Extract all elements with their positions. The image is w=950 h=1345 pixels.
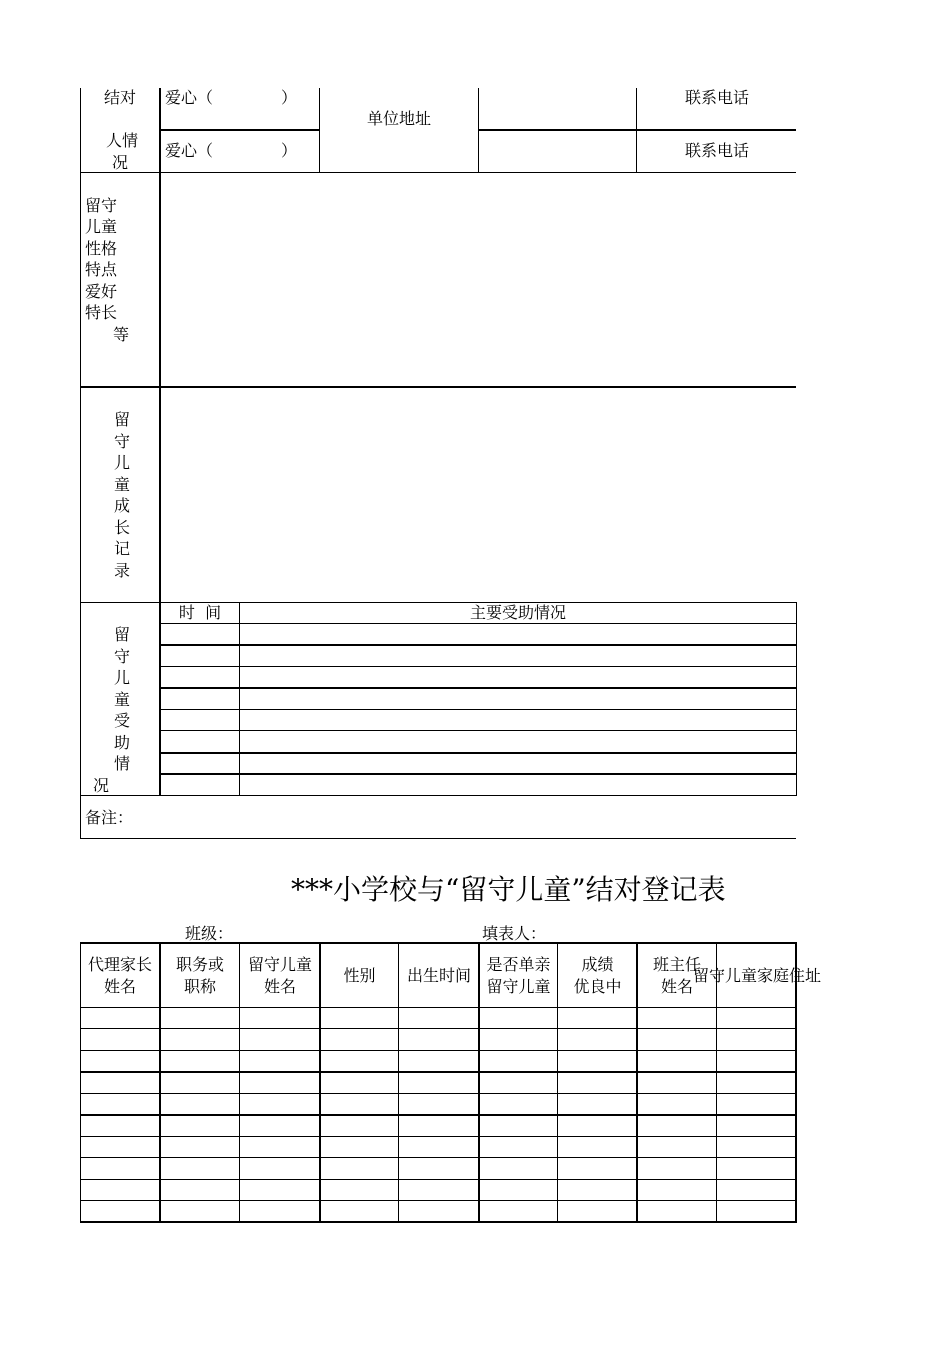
personality-content-area[interactable] (161, 174, 795, 385)
personality-line: 特点 (85, 260, 118, 279)
pair-label-line-3: 况 (111, 153, 128, 172)
registration-title: ***小学校与“留守儿童”结对登记表 (291, 873, 726, 906)
remarks-label: 备注： (85, 808, 134, 827)
personality-line: 留守 (85, 196, 118, 215)
aid-header-time: 时 间 (178, 603, 222, 622)
pair-label-line-1: 结对 (103, 88, 136, 107)
personality-line: 儿童 (85, 217, 118, 236)
growth-char: 儿 (114, 453, 131, 472)
growth-char: 记 (114, 539, 131, 558)
personality-line: 等 (113, 325, 130, 344)
growth-char: 录 (114, 561, 131, 580)
aid-char: 况 (93, 776, 110, 795)
pair-label-line-2: 人情 (105, 131, 138, 150)
header-home-address: 留守儿童家庭住址 (692, 966, 821, 985)
aid-char: 情 (114, 754, 131, 773)
header-birth-time: 出生时间 (406, 966, 471, 985)
unit-address-label: 单位地址 (366, 109, 431, 128)
header-position-title: 职务或 职称 (175, 955, 224, 996)
aid-char: 童 (114, 690, 131, 709)
aid-char: 受 (114, 711, 131, 730)
phone-label-1: 联系电话 (684, 88, 749, 107)
aid-header-main: 主要受助情况 (469, 603, 566, 622)
aid-char: 守 (114, 647, 131, 666)
personality-line: 性格 (85, 239, 118, 258)
header-gender: 性别 (343, 966, 376, 985)
aid-char: 助 (114, 733, 131, 752)
growth-char: 守 (114, 432, 131, 451)
caring-label-2: 爱心（ (165, 141, 214, 160)
header-head-teacher-name: 班主任 姓名 (652, 955, 701, 996)
aid-char: 儿 (114, 668, 131, 687)
growth-char: 成 (114, 496, 131, 515)
header-agent-parent-name: 代理家长 姓名 (87, 955, 152, 996)
header-grades: 成绩 优良中 (573, 955, 622, 996)
growth-char: 留 (114, 410, 131, 429)
header-single-parent: 是否单亲 留守儿童 (486, 955, 551, 996)
header-child-name: 留守儿童 姓名 (247, 955, 312, 996)
caring-close-2: ） (281, 141, 298, 160)
caring-label-1: 爱心（ (165, 88, 214, 107)
aid-char: 留 (114, 625, 131, 644)
personality-line: 特长 (85, 303, 118, 322)
growth-char: 长 (114, 518, 131, 537)
remarks-content-area[interactable] (130, 797, 795, 837)
caring-close-1: ） (281, 88, 298, 107)
growth-record-content-area[interactable] (161, 388, 795, 601)
filler-label: 填表人： (482, 924, 547, 943)
class-label: 班级： (185, 924, 234, 943)
phone-label-2: 联系电话 (684, 141, 749, 160)
growth-char: 童 (114, 475, 131, 494)
personality-line: 爱好 (85, 282, 118, 301)
